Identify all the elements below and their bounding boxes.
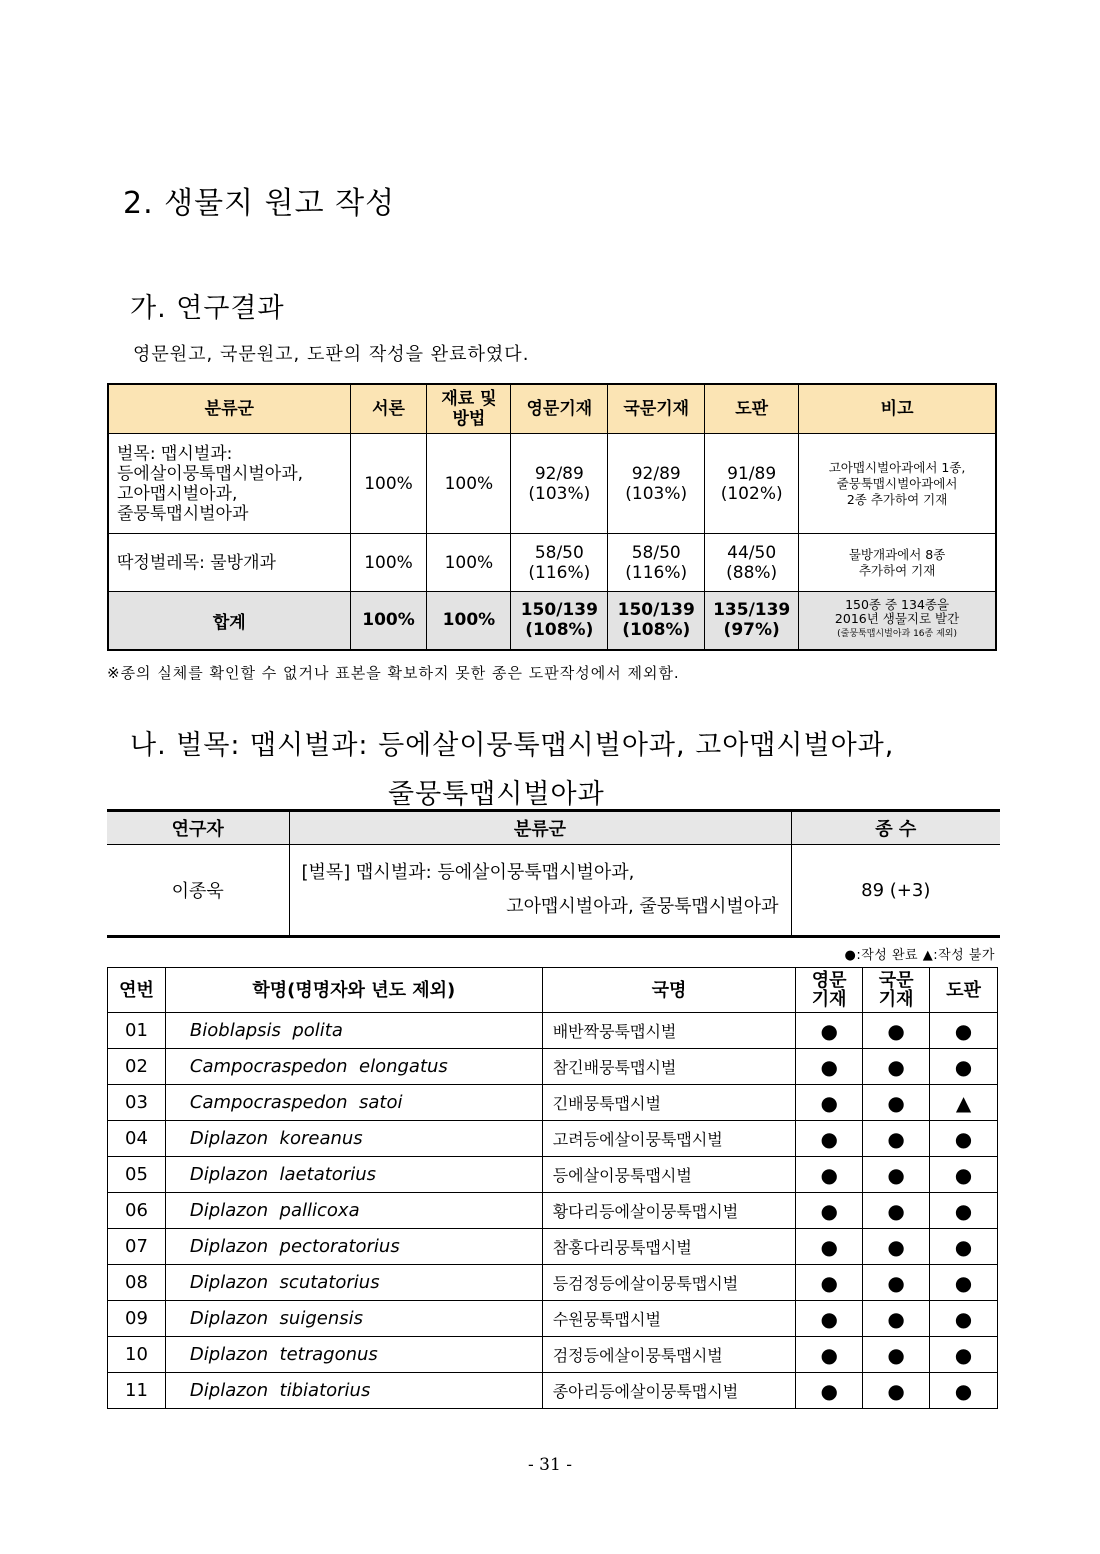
species-korean-status: ● (863, 1121, 930, 1157)
species-korean-name: 황다리등에살이뭉툭맵시벌 (542, 1193, 796, 1229)
species-plate-status: ● (930, 1049, 998, 1085)
researcher-taxon-cell (289, 845, 791, 937)
species-scientific-name: Diplazon pectoratorius (165, 1229, 542, 1265)
summary-total-english: 150/139 (108%) (511, 592, 608, 650)
summary-total-note-small: (줄뭉툭맵시벌아과 16종 제외) (837, 629, 957, 640)
summary-intro: 100% (350, 534, 427, 592)
species-number: 04 (108, 1121, 166, 1157)
summary-intro: 100% (350, 434, 427, 534)
summary-total-row (108, 592, 996, 650)
species-korean-status: ● (863, 1193, 930, 1229)
species-number: 09 (108, 1301, 166, 1337)
species-number: 11 (108, 1373, 166, 1409)
species-scientific-name: Diplazon koreanus (165, 1121, 542, 1157)
summary-note: 고아맵시벌아과에서 1종, 줄뭉툭맵시벌아과에서 2종 추가하여 기재 (799, 434, 996, 534)
footnote: ※종의 실체를 확인할 수 없거나 표본을 확보하지 못한 종은 도판작성에서 제외함. (107, 664, 680, 682)
species-english-status: ● (796, 1013, 863, 1049)
summary-header-plates: 도판 (705, 384, 799, 434)
species-plate-status: ● (930, 1337, 998, 1373)
species-number: 07 (108, 1229, 166, 1265)
species-row (108, 1193, 998, 1229)
species-number: 05 (108, 1157, 166, 1193)
species-number: 10 (108, 1337, 166, 1373)
researcher-header-taxon: 분류군 (289, 811, 791, 845)
species-korean-status: ● (863, 1337, 930, 1373)
summary-total-plates: 135/139 (97%) (705, 592, 799, 650)
subsection-b-title: 나. 벌목: 맵시벌과: 등에살이뭉툭맵시벌아과, 고아맵시벌아과, (130, 730, 895, 761)
summary-korean: 92/89 (103%) (608, 434, 705, 534)
summary-taxon: 벌목: 맵시벌과: 등에살이뭉툭맵시벌아과, 고아맵시벌아과, 줄뭉툭맵시벌아과 (108, 434, 350, 534)
species-scientific-name: Diplazon suigensis (165, 1301, 542, 1337)
summary-header-taxon: 분류군 (108, 384, 350, 434)
species-korean-name: 참긴배뭉툭맵시벌 (542, 1049, 796, 1085)
summary-header-korean: 국문기재 (608, 384, 705, 434)
status-legend: ●:작성 완료 ▲:작성 불가 (844, 948, 995, 963)
summary-english: 58/50 (116%) (511, 534, 608, 592)
summary-header-methods: 재료 및 방법 (427, 384, 511, 434)
species-plate-status: ● (930, 1301, 998, 1337)
subsection-b-title-cont: 줄뭉툭맵시벌아과 (388, 779, 605, 810)
species-plate-status: ● (930, 1229, 998, 1265)
summary-methods: 100% (427, 534, 511, 592)
species-korean-name: 수원뭉툭맵시벌 (542, 1301, 796, 1337)
summary-total-note-cell (799, 592, 996, 650)
species-header-korean-name: 국명 (542, 968, 796, 1013)
species-plate-status: ● (930, 1265, 998, 1301)
summary-total-korean: 150/139 (108%) (608, 592, 705, 650)
species-scientific-name: Campocraspedon satoi (165, 1085, 542, 1121)
researcher-taxon-line2: 고아맵시벌아과, 줄뭉툭맵시벌아과 (506, 896, 779, 917)
species-scientific-name: Diplazon tibiatorius (165, 1373, 542, 1409)
species-header-english: 영문 기재 (796, 968, 863, 1013)
species-header-row (108, 968, 998, 1013)
species-row (108, 1229, 998, 1265)
species-korean-name: 검정등에살이뭉툭맵시벌 (542, 1337, 796, 1373)
species-english-status: ● (796, 1193, 863, 1229)
species-header-plates: 도판 (930, 968, 998, 1013)
species-row (108, 1049, 998, 1085)
species-english-status: ● (796, 1301, 863, 1337)
summary-plates: 44/50 (88%) (705, 534, 799, 592)
species-english-status: ● (796, 1085, 863, 1121)
researcher-header-row (107, 811, 1000, 845)
researcher-taxon-line1: [벌목] 맵시벌과: 등에살이뭉툭맵시벌아과, (301, 862, 635, 883)
researcher-row (107, 845, 1000, 937)
species-number: 06 (108, 1193, 166, 1229)
species-plate-status: ● (930, 1193, 998, 1229)
species-korean-status: ● (863, 1085, 930, 1121)
species-english-status: ● (796, 1229, 863, 1265)
species-scientific-name: Bioblapsis polita (165, 1013, 542, 1049)
species-korean-name: 참홍다리뭉툭맵시벌 (542, 1229, 796, 1265)
species-korean-status: ● (863, 1229, 930, 1265)
species-scientific-name: Diplazon scutatorius (165, 1265, 542, 1301)
species-english-status: ● (796, 1337, 863, 1373)
species-body (108, 1013, 998, 1409)
researcher-header-count: 종 수 (791, 811, 1000, 845)
species-number: 03 (108, 1085, 166, 1121)
species-row (108, 1157, 998, 1193)
researcher-name: 이종욱 (171, 881, 224, 902)
species-row (108, 1013, 998, 1049)
species-english-status: ● (796, 1049, 863, 1085)
intro-text: 영문원고, 국문원고, 도판의 작성을 완료하였다. (133, 344, 530, 365)
summary-header-note: 비고 (799, 384, 996, 434)
species-header-no: 연번 (108, 968, 166, 1013)
species-plate-status: ● (930, 1121, 998, 1157)
species-korean-status: ● (863, 1157, 930, 1193)
species-row (108, 1085, 998, 1121)
species-scientific-name: Diplazon laetatorius (165, 1157, 542, 1193)
summary-english: 92/89 (103%) (511, 434, 608, 534)
species-english-status: ● (796, 1121, 863, 1157)
species-row (108, 1121, 998, 1157)
species-scientific-name: Diplazon pallicoxa (165, 1193, 542, 1229)
species-korean-name: 긴배뭉툭맵시벌 (542, 1085, 796, 1121)
species-number: 02 (108, 1049, 166, 1085)
subsection-a-title: 가. 연구결과 (130, 293, 285, 324)
species-header-korean: 국문 기재 (863, 968, 930, 1013)
summary-total-note: 150종 중 134종을 2016년 생물지로 발간 (834, 597, 960, 627)
summary-header-intro: 서론 (350, 384, 427, 434)
summary-row (108, 434, 996, 534)
species-scientific-name: Diplazon tetragonus (165, 1337, 542, 1373)
species-plate-status: ● (930, 1013, 998, 1049)
summary-plates: 91/89 (102%) (705, 434, 799, 534)
species-row (108, 1373, 998, 1409)
summary-korean: 58/50 (116%) (608, 534, 705, 592)
species-plate-status: ● (930, 1157, 998, 1193)
species-number: 08 (108, 1265, 166, 1301)
summary-row (108, 534, 996, 592)
species-korean-status: ● (863, 1049, 930, 1085)
section-title: 2. 생물지 원고 작성 (123, 186, 396, 221)
summary-total-methods: 100% (427, 592, 511, 650)
summary-taxon: 딱정벌레목: 물방개과 (108, 534, 350, 592)
species-korean-name: 배반짝뭉툭맵시벌 (542, 1013, 796, 1049)
species-english-status: ● (796, 1157, 863, 1193)
species-row (108, 1337, 998, 1373)
summary-header-english: 영문기재 (511, 384, 608, 434)
species-english-status: ● (796, 1265, 863, 1301)
species-korean-name: 종아리등에살이뭉툭맵시벌 (542, 1373, 796, 1409)
species-header-scientific: 학명(명명자와 년도 제외) (165, 968, 542, 1013)
researcher-species-count: 89 (+3) (791, 845, 1000, 937)
species-scientific-name: Campocraspedon elongatus (165, 1049, 542, 1085)
species-korean-status: ● (863, 1013, 930, 1049)
species-row (108, 1265, 998, 1301)
page-number: - 31 - (528, 1455, 572, 1475)
species-row (108, 1301, 998, 1337)
summary-table (107, 383, 997, 651)
species-table (107, 967, 998, 1409)
species-number: 01 (108, 1013, 166, 1049)
species-korean-status: ● (863, 1373, 930, 1409)
species-korean-name: 등검정등에살이뭉툭맵시벌 (542, 1265, 796, 1301)
species-plate-status: ▲ (930, 1085, 998, 1121)
researcher-table (107, 809, 1000, 938)
species-korean-status: ● (863, 1265, 930, 1301)
summary-header-row (108, 384, 996, 434)
species-english-status: ● (796, 1373, 863, 1409)
species-korean-name: 고려등에살이뭉툭맵시벌 (542, 1121, 796, 1157)
summary-total-intro: 100% (350, 592, 427, 650)
species-korean-name: 등에살이뭉툭맵시벌 (542, 1157, 796, 1193)
researcher-header-name: 연구자 (107, 811, 289, 845)
summary-note: 물방개과에서 8종 추가하여 기재 (799, 534, 996, 592)
summary-total-label: 합계 (108, 592, 350, 650)
species-korean-status: ● (863, 1301, 930, 1337)
summary-methods: 100% (427, 434, 511, 534)
species-plate-status: ● (930, 1373, 998, 1409)
